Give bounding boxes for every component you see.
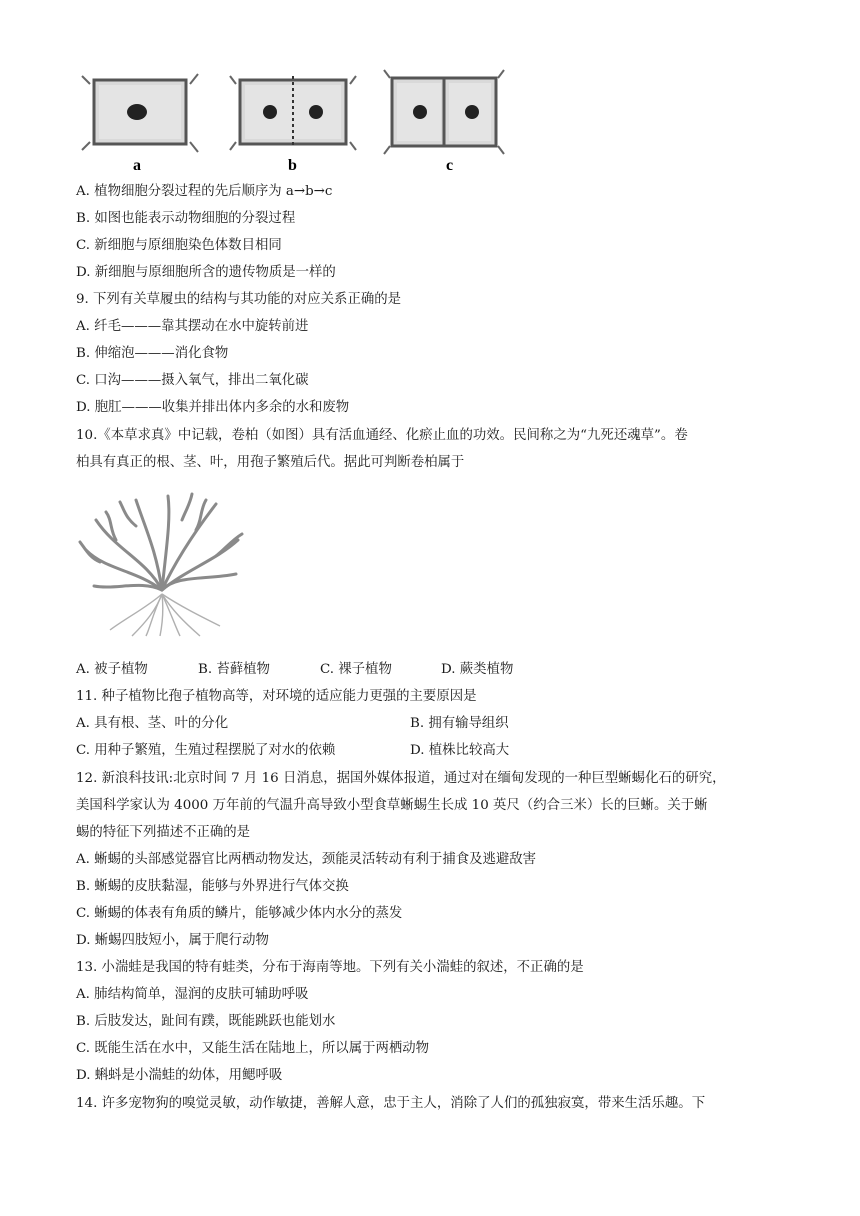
q12-option-d: D. 蜥蜴四肢短小，属于爬行动物 — [76, 933, 269, 948]
q10-option-c: C. 裸子植物 — [320, 662, 392, 677]
q12-stem-line2: 美国科学家认为 4000 万年前的气温升高导致小型食草蜥蜴生长成 10 英尺（约合三米）长的巨蜥。关于蜥 — [76, 798, 708, 813]
cell-b-drawing — [230, 76, 356, 150]
figure-label-a: a — [133, 157, 141, 174]
q12-option-c: C. 蜥蜴的体表有角质的鳞片，能够减少体内水分的蒸发 — [76, 906, 403, 921]
q13-option-d: D. 蝌蚪是小湍蛙的幼体，用鳃呼吸 — [76, 1068, 283, 1083]
q13-option-a: A. 肺结构简单，湿润的皮肤可辅助呼吸 — [76, 987, 309, 1002]
q9-stem: 9. 下列有关草履虫的结构与其功能的对应关系正确的是 — [76, 292, 402, 307]
q10-stem-line2: 柏具有真正的根、茎、叶，用孢子繁殖后代。据此可判断卷柏属于 — [76, 455, 465, 470]
q10-stem-line1: 10.《本草求真》中记载，卷柏（如图）具有活血通经、化瘀止血的功效。民间称之为“九死还魂草”。卷 — [76, 428, 688, 443]
q13-option-b: B. 后肢发达，趾间有蹼，既能跳跃也能划水 — [76, 1014, 336, 1029]
figure-label-b: b — [288, 157, 297, 174]
q11-option-a: A. 具有根、茎、叶的分化 — [76, 716, 229, 731]
q13-stem: 13. 小湍蛙是我国的特有蛙类，分布于海南等地。下列有关小湍蛙的叙述，不正确的是 — [76, 960, 584, 975]
q8-option-a: A. 植物细胞分裂过程的先后顺序为 a→b→c — [76, 184, 333, 199]
q9-option-b: B. 伸缩泡———消化食物 — [76, 346, 229, 361]
q11-option-c: C. 用种子繁殖，生殖过程摆脱了对水的依赖 — [76, 743, 336, 758]
q12-stem-line1: 12. 新浪科技讯:北京时间 7 月 16 日消息，据国外媒体报道，通过对在缅甸发现的一种巨型蜥蜴化石的研究， — [76, 771, 726, 786]
q12-option-a: A. 蜥蜴的头部感觉器官比两栖动物发达，颈能灵活转动有利于捕食及逃避敌害 — [76, 852, 537, 867]
q12-option-b: B. 蜥蜴的皮肤黏湿，能够与外界进行气体交换 — [76, 879, 349, 894]
q10-option-d: D. 蕨类植物 — [441, 662, 514, 677]
q9-option-d: D. 胞肛———收集并排出体内多余的水和废物 — [76, 400, 350, 415]
q11-option-b: B. 拥有输导组织 — [410, 716, 509, 731]
cell-a-drawing — [82, 74, 198, 152]
q8-option-b: B. 如图也能表示动物细胞的分裂过程 — [76, 211, 296, 226]
cell-c-drawing — [384, 70, 504, 154]
q11-option-d: D. 植株比较高大 — [410, 743, 510, 758]
selaginella-plant-image — [76, 490, 248, 638]
q9-option-a: A. 纤毛———靠其摆动在水中旋转前进 — [76, 319, 309, 334]
q8-option-d: D. 新细胞与原细胞所含的遗传物质是一样的 — [76, 265, 336, 280]
q14-stem-line1: 14. 许多宠物狗的嗅觉灵敏，动作敏捷，善解人意，忠于主人，消除了人们的孤独寂寞，带来生活乐趣。下 — [76, 1096, 706, 1111]
q11-stem: 11. 种子植物比孢子植物高等，对环境的适应能力更强的主要原因是 — [76, 689, 477, 704]
q9-option-c: C. 口沟———摄入氧气，排出二氧化碳 — [76, 373, 309, 388]
cell-division-figure — [80, 64, 520, 176]
figure-label-c: c — [446, 157, 454, 174]
q13-option-c: C. 既能生活在水中，又能生活在陆地上，所以属于两栖动物 — [76, 1041, 430, 1056]
q10-option-a: A. 被子植物 — [76, 662, 148, 677]
q10-option-b: B. 苔藓植物 — [198, 662, 270, 677]
q12-stem-line3: 蜴的特征下列描述不正确的是 — [76, 825, 251, 840]
q8-option-c: C. 新细胞与原细胞染色体数目相同 — [76, 238, 282, 253]
